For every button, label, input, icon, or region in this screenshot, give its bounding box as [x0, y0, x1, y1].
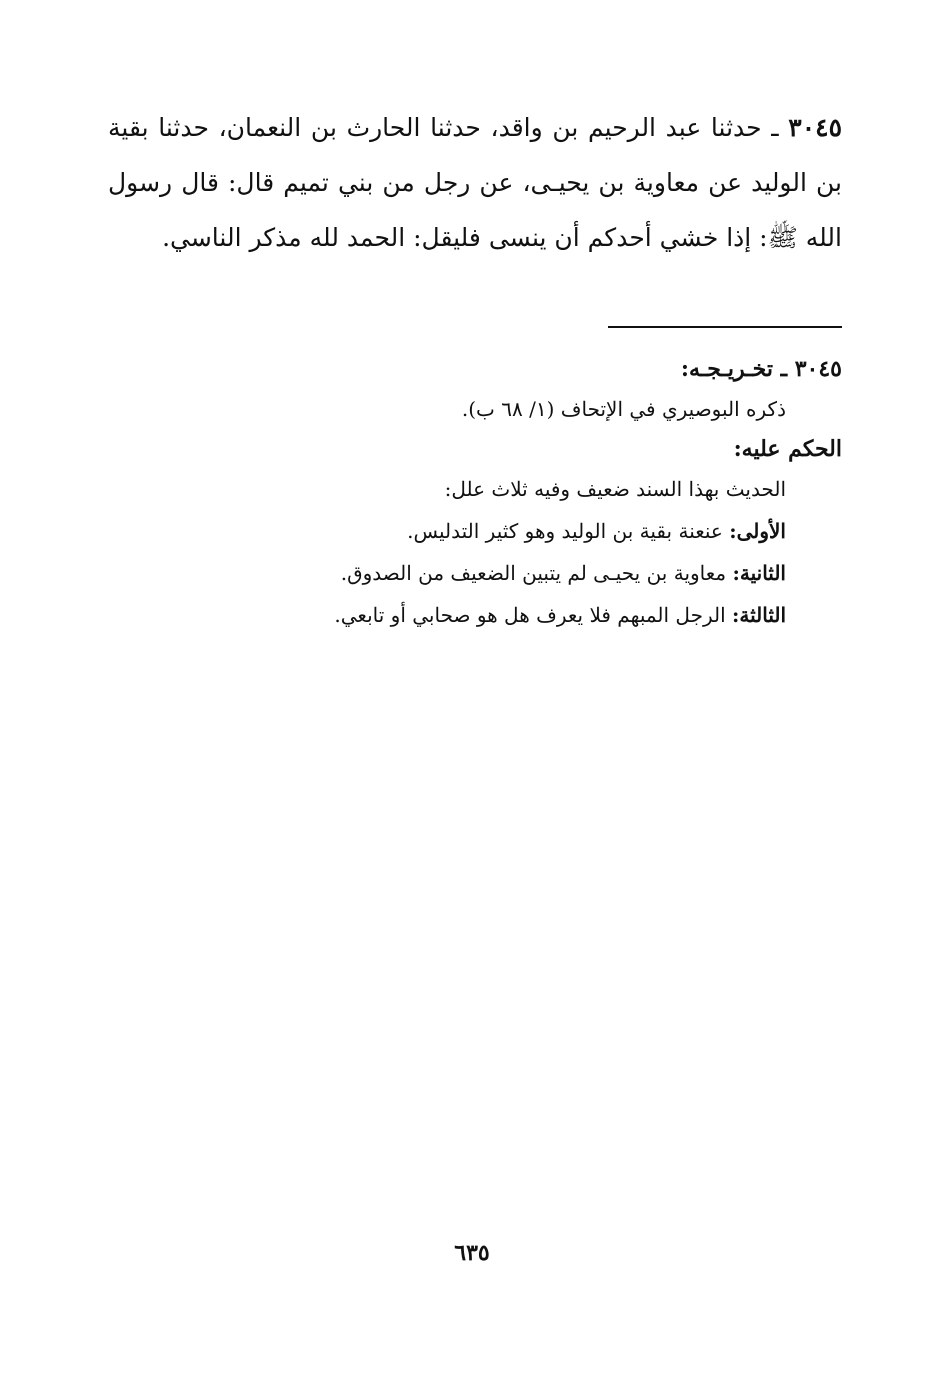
hadith-number: ٣٠٤٥: [788, 113, 843, 142]
defect-item-3: [108, 594, 842, 636]
hadith-body: حدثنا عبد الرحيم بن واقد، حدثنا الحارث بن النعمان، حدثنا بقية بن الوليد عن معاوية بن يحيـى، عن رجل من بني تميم قال: قال رسول الله ﷺ: إذا خشي أحدكم أن ينسى فليقل: الحمد لله مذكر الناسي.: [108, 113, 842, 252]
hadith-separator: ـ: [761, 113, 789, 142]
ruling-heading: الحكم عليه:: [733, 436, 842, 462]
hadith-text-block: [108, 100, 842, 265]
footnotes-section: [108, 350, 842, 636]
defect-item-2: [108, 552, 842, 594]
takhrij-text: ذكره البوصيري في الإتحاف (١/ ٦٨ ب).: [461, 397, 786, 421]
page-number: ٦٣٥: [454, 1240, 490, 1266]
defect-text: عنعنة بقية بن الوليد وهو كثير التدليس.: [407, 519, 730, 543]
footnote-divider: [608, 326, 842, 328]
defect-label: الأولى:: [729, 519, 786, 543]
defect-label: الثانية:: [732, 561, 786, 585]
takhrij-heading: ٣٠٤٥ ـ تخـريـجـه:: [680, 356, 842, 382]
defect-text: معاوية بن يحيـى لم يتبين الضعيف من الصدوق.: [340, 561, 733, 585]
ruling-intro: الحديث بهذا السند ضعيف وفيه ثلاث علل:: [444, 477, 786, 501]
defect-item-1: [108, 510, 842, 552]
defect-label: الثالثة:: [731, 603, 786, 627]
defect-text: الرجل المبهم فلا يعرف هل هو صحابي أو تابعي.: [334, 603, 732, 627]
